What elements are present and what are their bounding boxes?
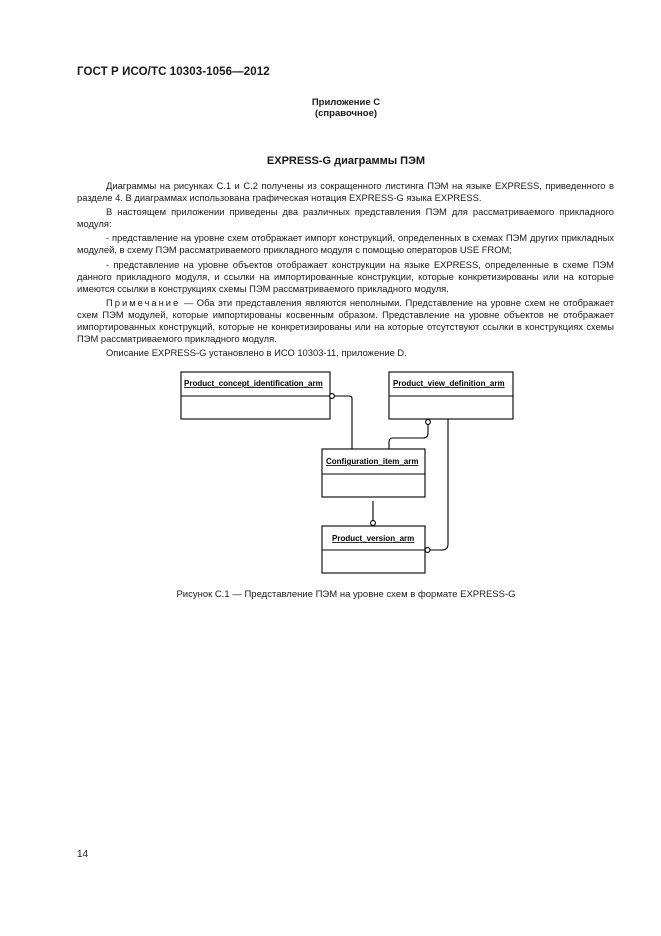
schema-box-product-view-definition bbox=[389, 372, 513, 419]
body-text bbox=[77, 180, 614, 361]
connector-config-to-view bbox=[389, 424, 428, 449]
connector-end-circle bbox=[371, 521, 376, 526]
paragraph-express-g-reference: Описание EXPRESS-G установлено в ИСО 10303-11, приложение D. bbox=[106, 347, 407, 359]
section-title: EXPRESS-G диаграммы ПЭМ bbox=[266, 155, 426, 167]
box-label-configuration-item: Configuration_item_arm bbox=[326, 457, 419, 466]
paragraph-object-level: - представление на уровне объектов отображает конструкции на языке EXPRESS, определенные в схеме ПЭМ данного прикладного модуля, и ссылки на импортированные конструкции, которые конкретизированы или на которые имеются ссылки в конструкциях схемы ПЭМ рассматриваемого прикладного модуля. bbox=[77, 258, 614, 294]
paragraph-schema-level: - представление на уровне схем отображает импорт конструкций, определенных в схемах ПЭМ других прикладных модулей, в схему ПЭМ рассматриваемого прикладного модуля с помощью операторов USE FROM; bbox=[77, 232, 614, 256]
box-label-product-concept-identification: Product_concept_identification_arm bbox=[184, 379, 323, 388]
connector-end-circle bbox=[426, 420, 431, 425]
document-header: ГОСТ Р ИСО/ТС 10303-1056—2012 bbox=[77, 66, 270, 78]
connector-end-circle bbox=[330, 394, 335, 399]
annex-heading bbox=[0, 97, 661, 119]
schema-box-configuration-item bbox=[322, 449, 425, 497]
connector-end-circle bbox=[425, 548, 430, 553]
schema-box-product-concept-identification bbox=[181, 372, 330, 419]
annex-title: Приложение С bbox=[311, 97, 381, 108]
note-paragraph bbox=[77, 297, 614, 345]
paragraph-representations: В настоящем приложении приведены два различных представления ПЭМ для рассматриваемого прикладного модуля: bbox=[77, 206, 614, 230]
connector-view-to-version bbox=[430, 419, 448, 550]
connector-config-to-concept bbox=[334, 396, 352, 449]
note-label: Примечание bbox=[106, 296, 181, 308]
annex-subtitle: (справочное) bbox=[314, 108, 378, 119]
paragraph-intro: Диаграммы на рисунках С.1 и С.2 получены из сокращенного листинга ПЭМ на языке EXPRESS, приведенного в разделе 4. В диаграммах использована графическая нотация EXPRESS-G языка EXPRESS. bbox=[77, 180, 614, 204]
note-text: — Оба эти представления являются неполными. Представление на уровне схем не отображает схем ПЭМ модулей, которые импортированы косвенным образом. Представление на уровне объектов не отображает импортированных конструкций, которые не конкретизированы или на которые отсутствуют ссылки в конструкциях схемы ПЭМ рассматриваемого прикладного модуля. bbox=[77, 296, 614, 345]
page-number: 14 bbox=[77, 849, 89, 860]
figure-caption: Рисунок С.1 — Представление ПЭМ на уровне схем в формате EXPRESS-G bbox=[176, 589, 516, 600]
box-label-product-version: Product_version_arm bbox=[332, 534, 415, 543]
schema-box-product-version bbox=[322, 526, 425, 573]
box-label-product-view-definition: Product_view_definition_arm bbox=[393, 379, 505, 388]
